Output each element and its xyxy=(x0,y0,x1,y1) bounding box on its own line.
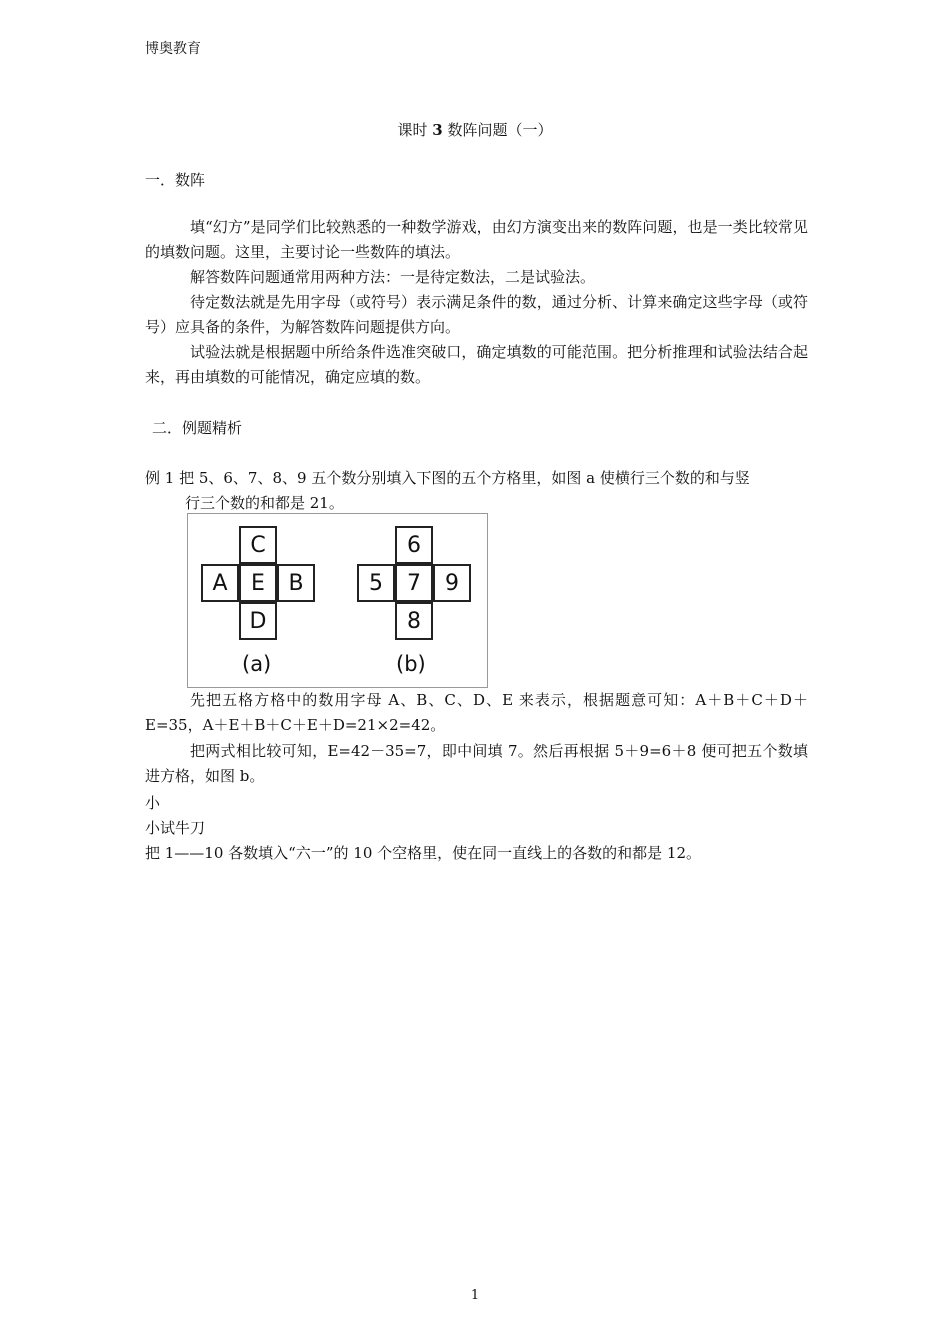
paragraph-trial: 试验法就是根据题中所给条件选准突破口，确定填数的可能范围。把分析推理和试验法结合起来，再由填数的可能情况，确定应填的数。 xyxy=(145,343,808,386)
grid-a-bottom-cell: D xyxy=(239,602,277,640)
grid-a-top-cell: C xyxy=(239,526,277,564)
solution-paragraph-2: 把两式相比较可知，E=42－35=7，即中间填 7。然后再根据 5＋9=6＋8 便可把五个数填进方格，如图 b。 xyxy=(145,742,808,785)
page-header: 博奥教育 xyxy=(145,41,201,57)
stray-character: 小 xyxy=(145,794,161,812)
lesson-title xyxy=(0,119,950,140)
grid-b-top-cell: 6 xyxy=(395,526,433,564)
grid-a-center-cell: E xyxy=(239,564,277,602)
grid-b-bottom-cell: 8 xyxy=(395,602,433,640)
section-heading-2: 二．例题精析 xyxy=(152,419,243,437)
example-1-line-1: 例 1 把 5、6、7、8、9 五个数分别填入下图的五个方格里，如图 a 使横行三个数的和与竖 xyxy=(145,469,750,487)
grid-b-caption: (b) xyxy=(396,652,426,676)
paragraph-methods: 解答数阵问题通常用两种方法：一是待定数法，二是试验法。 xyxy=(190,268,596,286)
title-rest: 数阵问题（一） xyxy=(447,121,553,139)
example-1 xyxy=(145,466,808,516)
grid-b-left-cell: 5 xyxy=(357,564,395,602)
grid-b-center-cell: 7 xyxy=(395,564,433,602)
cross-grid-figure xyxy=(187,513,488,688)
grid-a-left-cell: A xyxy=(201,564,239,602)
title-number: 3 xyxy=(432,121,443,139)
grid-b-right-cell: 9 xyxy=(433,564,471,602)
example-1-line-2: 行三个数的和都是 21。 xyxy=(185,494,344,512)
grid-a-caption: (a) xyxy=(242,652,272,676)
practice-text: 把 1——10 各数填入“六一”的 10 个空格里，使在同一直线上的各数的和都是 12。 xyxy=(145,844,701,862)
section-heading-1: 一．数阵 xyxy=(145,171,206,189)
page-number: 1 xyxy=(470,1288,480,1303)
paragraph-intro: 填“幻方”是同学们比较熟悉的一种数学游戏，由幻方演变出来的数阵问题，也是一类比较常见的填数问题。这里，主要讨论一些数阵的填法。 xyxy=(145,218,808,261)
title-prefix: 课时 xyxy=(397,121,428,139)
practice-heading: 小试牛刀 xyxy=(145,819,206,837)
grid-a-right-cell: B xyxy=(277,564,315,602)
paragraph-undetermined: 待定数法就是先用字母（或符号）表示满足条件的数，通过分析、计算来确定这些字母（或符号）应具备的条件，为解答数阵问题提供方向。 xyxy=(145,293,808,336)
solution-paragraph-1: 先把五格方格中的数用字母 A、B、C、D、E 来表示，根据题意可知：A＋B＋C＋D＋E=35，A＋E＋B＋C＋E＋D=21×2=42。 xyxy=(145,691,808,734)
